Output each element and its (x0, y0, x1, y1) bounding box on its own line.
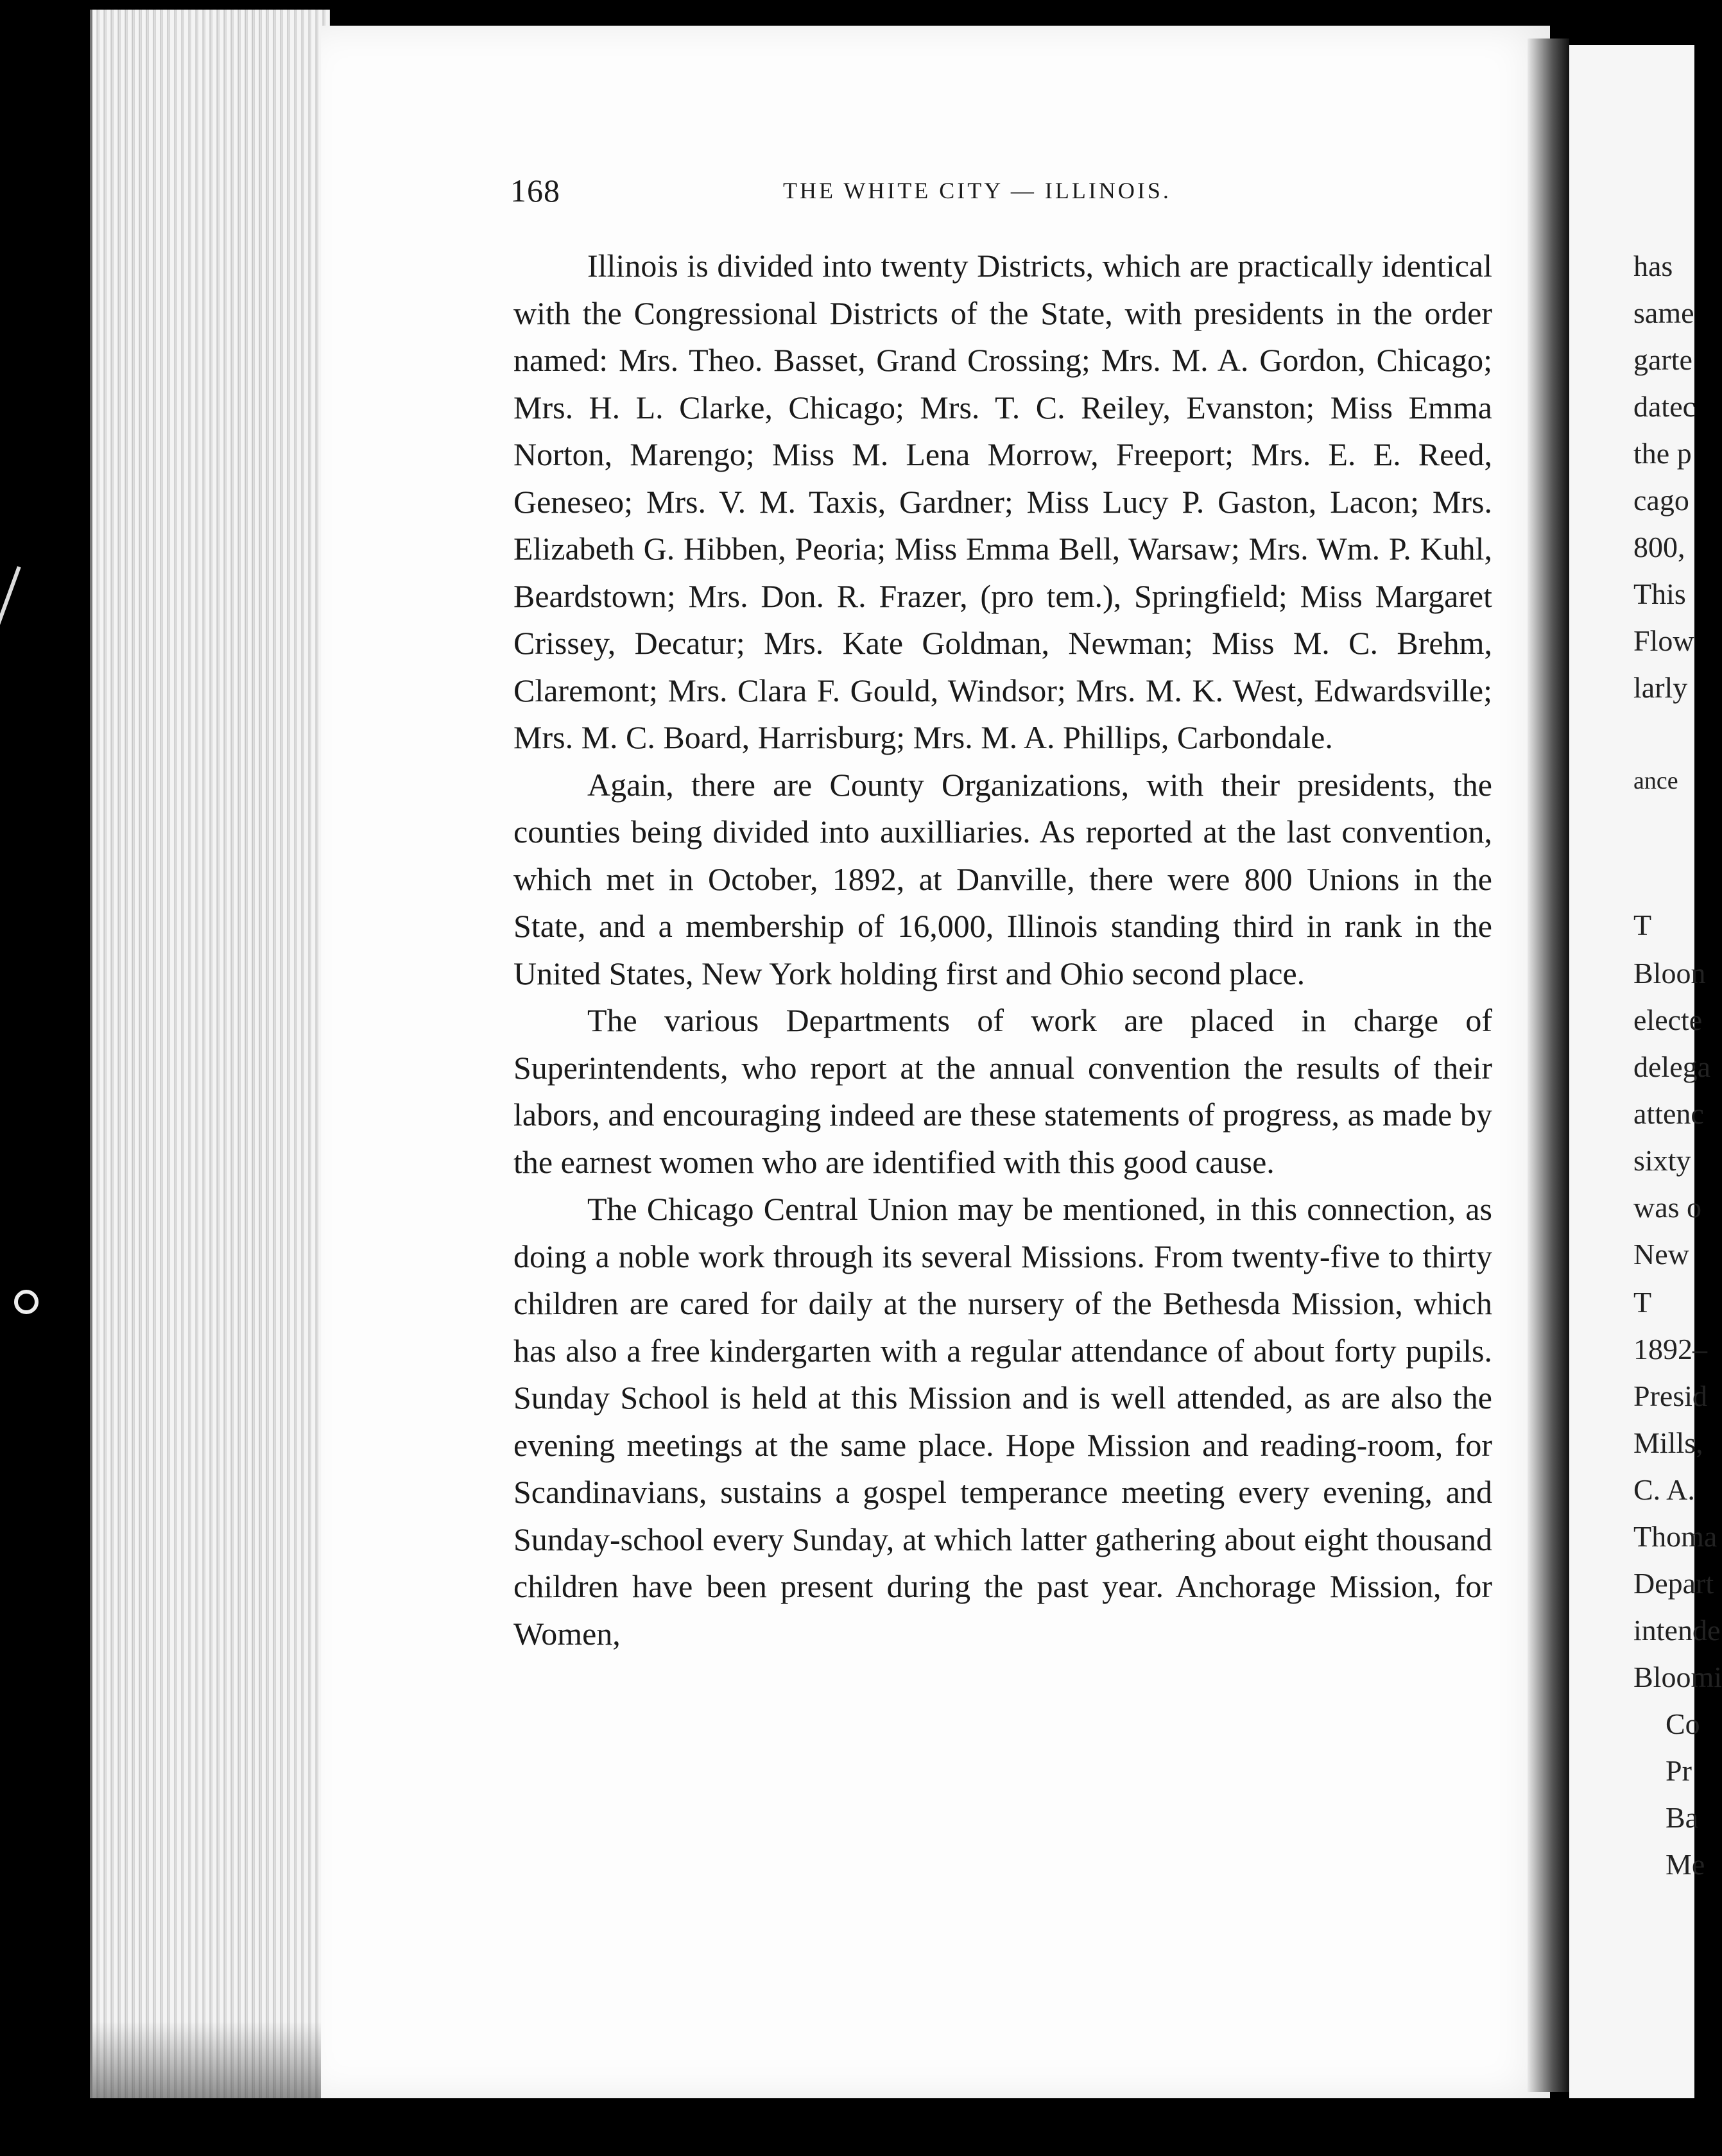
facing-line: 800, (1633, 531, 1685, 563)
facing-line: garte (1633, 343, 1692, 376)
facing-line: Ba (1666, 1801, 1699, 1834)
book-gutter (1528, 38, 1569, 2092)
facing-line: T (1633, 1286, 1652, 1319)
facing-page-text (1633, 0, 1722, 2156)
facing-line: Depart (1633, 1567, 1714, 1600)
facing-line: electe (1633, 1004, 1703, 1036)
facing-line: larly (1633, 671, 1688, 704)
facing-line: attenc (1633, 1097, 1704, 1130)
facing-line: same (1633, 296, 1694, 329)
facing-line: This (1633, 578, 1686, 610)
facing-line: sixty (1633, 1144, 1691, 1177)
facing-line: T (1633, 909, 1652, 941)
paragraph-chicago-central-union: The Chicago Central Union may be mentioned, in this connection, as doing a noble work through its several Missions. From twenty-five to thirty children are cared for daily at the nursery of the Bethesda Mission, which has also a free kindergarten with a regular attendance of about forty pupils. Sunday School is held at this Mission and is well attended, as are also the evening meetings at the same place. Hope Mission and reading-room, for Scandinavians, sustains a gospel temperance meeting every evening, and Sunday-school every Sunday, at which latter gathering about eight thousand children have been present during the past year. Anchorage Mission, for Women, (513, 1191, 1492, 1652)
facing-line: was o (1633, 1191, 1702, 1224)
facing-line: ance (1633, 767, 1678, 794)
facing-line: datec (1633, 390, 1696, 423)
facing-line: New (1633, 1238, 1689, 1270)
facing-line: Presid (1633, 1380, 1707, 1412)
page-edges (90, 10, 330, 2098)
paragraph-districts: Illinois is divided into twenty Districts, which are practically identical with the Congressional Districts of the State, with presidents in the order named: Mrs. Theo. Basset, Grand Crossing; Mrs. M. A. Gordon, Chicago; Mrs. H. L. Clarke, Chicago; Mrs. T. C. Reiley, Evanston; Miss Emma Norton, Marengo; Miss M. Lena Morrow, Freeport; Mrs. E. E. Reed, Geneseo; Mrs. V. M. Taxis, Gardner; Miss Lucy P. Gaston, Lacon; Mrs. Elizabeth G. Hibben, Peoria; Miss Emma Bell, Warsaw; Mrs. Wm. P. Kuhl, Beardstown; Mrs. Don. R. Frazer, (pro tem.), Springfield; Miss Margaret Crissey, Decatur; Mrs. Kate Goldman, Newman; Miss M. C. Brehm, Claremont; Mrs. Clara F. Gould, Windsor; Mrs. M. K. West, Edwardsville; Mrs. M. C. Board, Harrisburg; Mrs. M. A. Phillips, Carbondale. (513, 248, 1492, 755)
facing-line: intende (1633, 1614, 1721, 1647)
facing-line: 1892– (1633, 1333, 1707, 1365)
facing-line: the p (1633, 437, 1692, 470)
running-head: THE WHITE CITY — ILLINOIS. (783, 178, 1171, 203)
facing-line: Co (1666, 1707, 1700, 1740)
paragraph-county-organizations: Again, there are County Organizations, with their presidents, the counties being divided into auxilliaries. As reported at the last convention, which met in October, 1892, at Danville, there were 800 Unions in the State, and a membership of 16,000, Illinois standing third in rank in the United States, New York holding first and Ohio second place. (513, 766, 1492, 991)
facing-line: C. A. (1633, 1473, 1695, 1506)
facing-line: Pr (1666, 1754, 1692, 1787)
paragraph-departments: The various Departments of work are placed in charge of Superintendents, who report at the annual convention the results of their labors, and encouraging indeed are these statements of progress, as made by the earnest women who are identified with this good cause. (513, 1002, 1492, 1180)
facing-line: Me (1666, 1848, 1705, 1881)
body-text (513, 243, 1492, 1657)
facing-line: Mills, (1633, 1426, 1703, 1459)
facing-line: Thoma (1633, 1520, 1718, 1553)
page-header (510, 172, 1495, 210)
page-number: 168 (510, 173, 560, 209)
scan-artifact (0, 566, 21, 633)
facing-line: delega (1633, 1050, 1711, 1083)
facing-line: Bloomi (1633, 1661, 1722, 1693)
scan-artifact (14, 1290, 39, 1314)
facing-line: Bloon (1633, 957, 1706, 989)
facing-line: Flow (1633, 624, 1694, 657)
facing-line: has (1633, 250, 1673, 282)
facing-line: cago (1633, 484, 1689, 517)
